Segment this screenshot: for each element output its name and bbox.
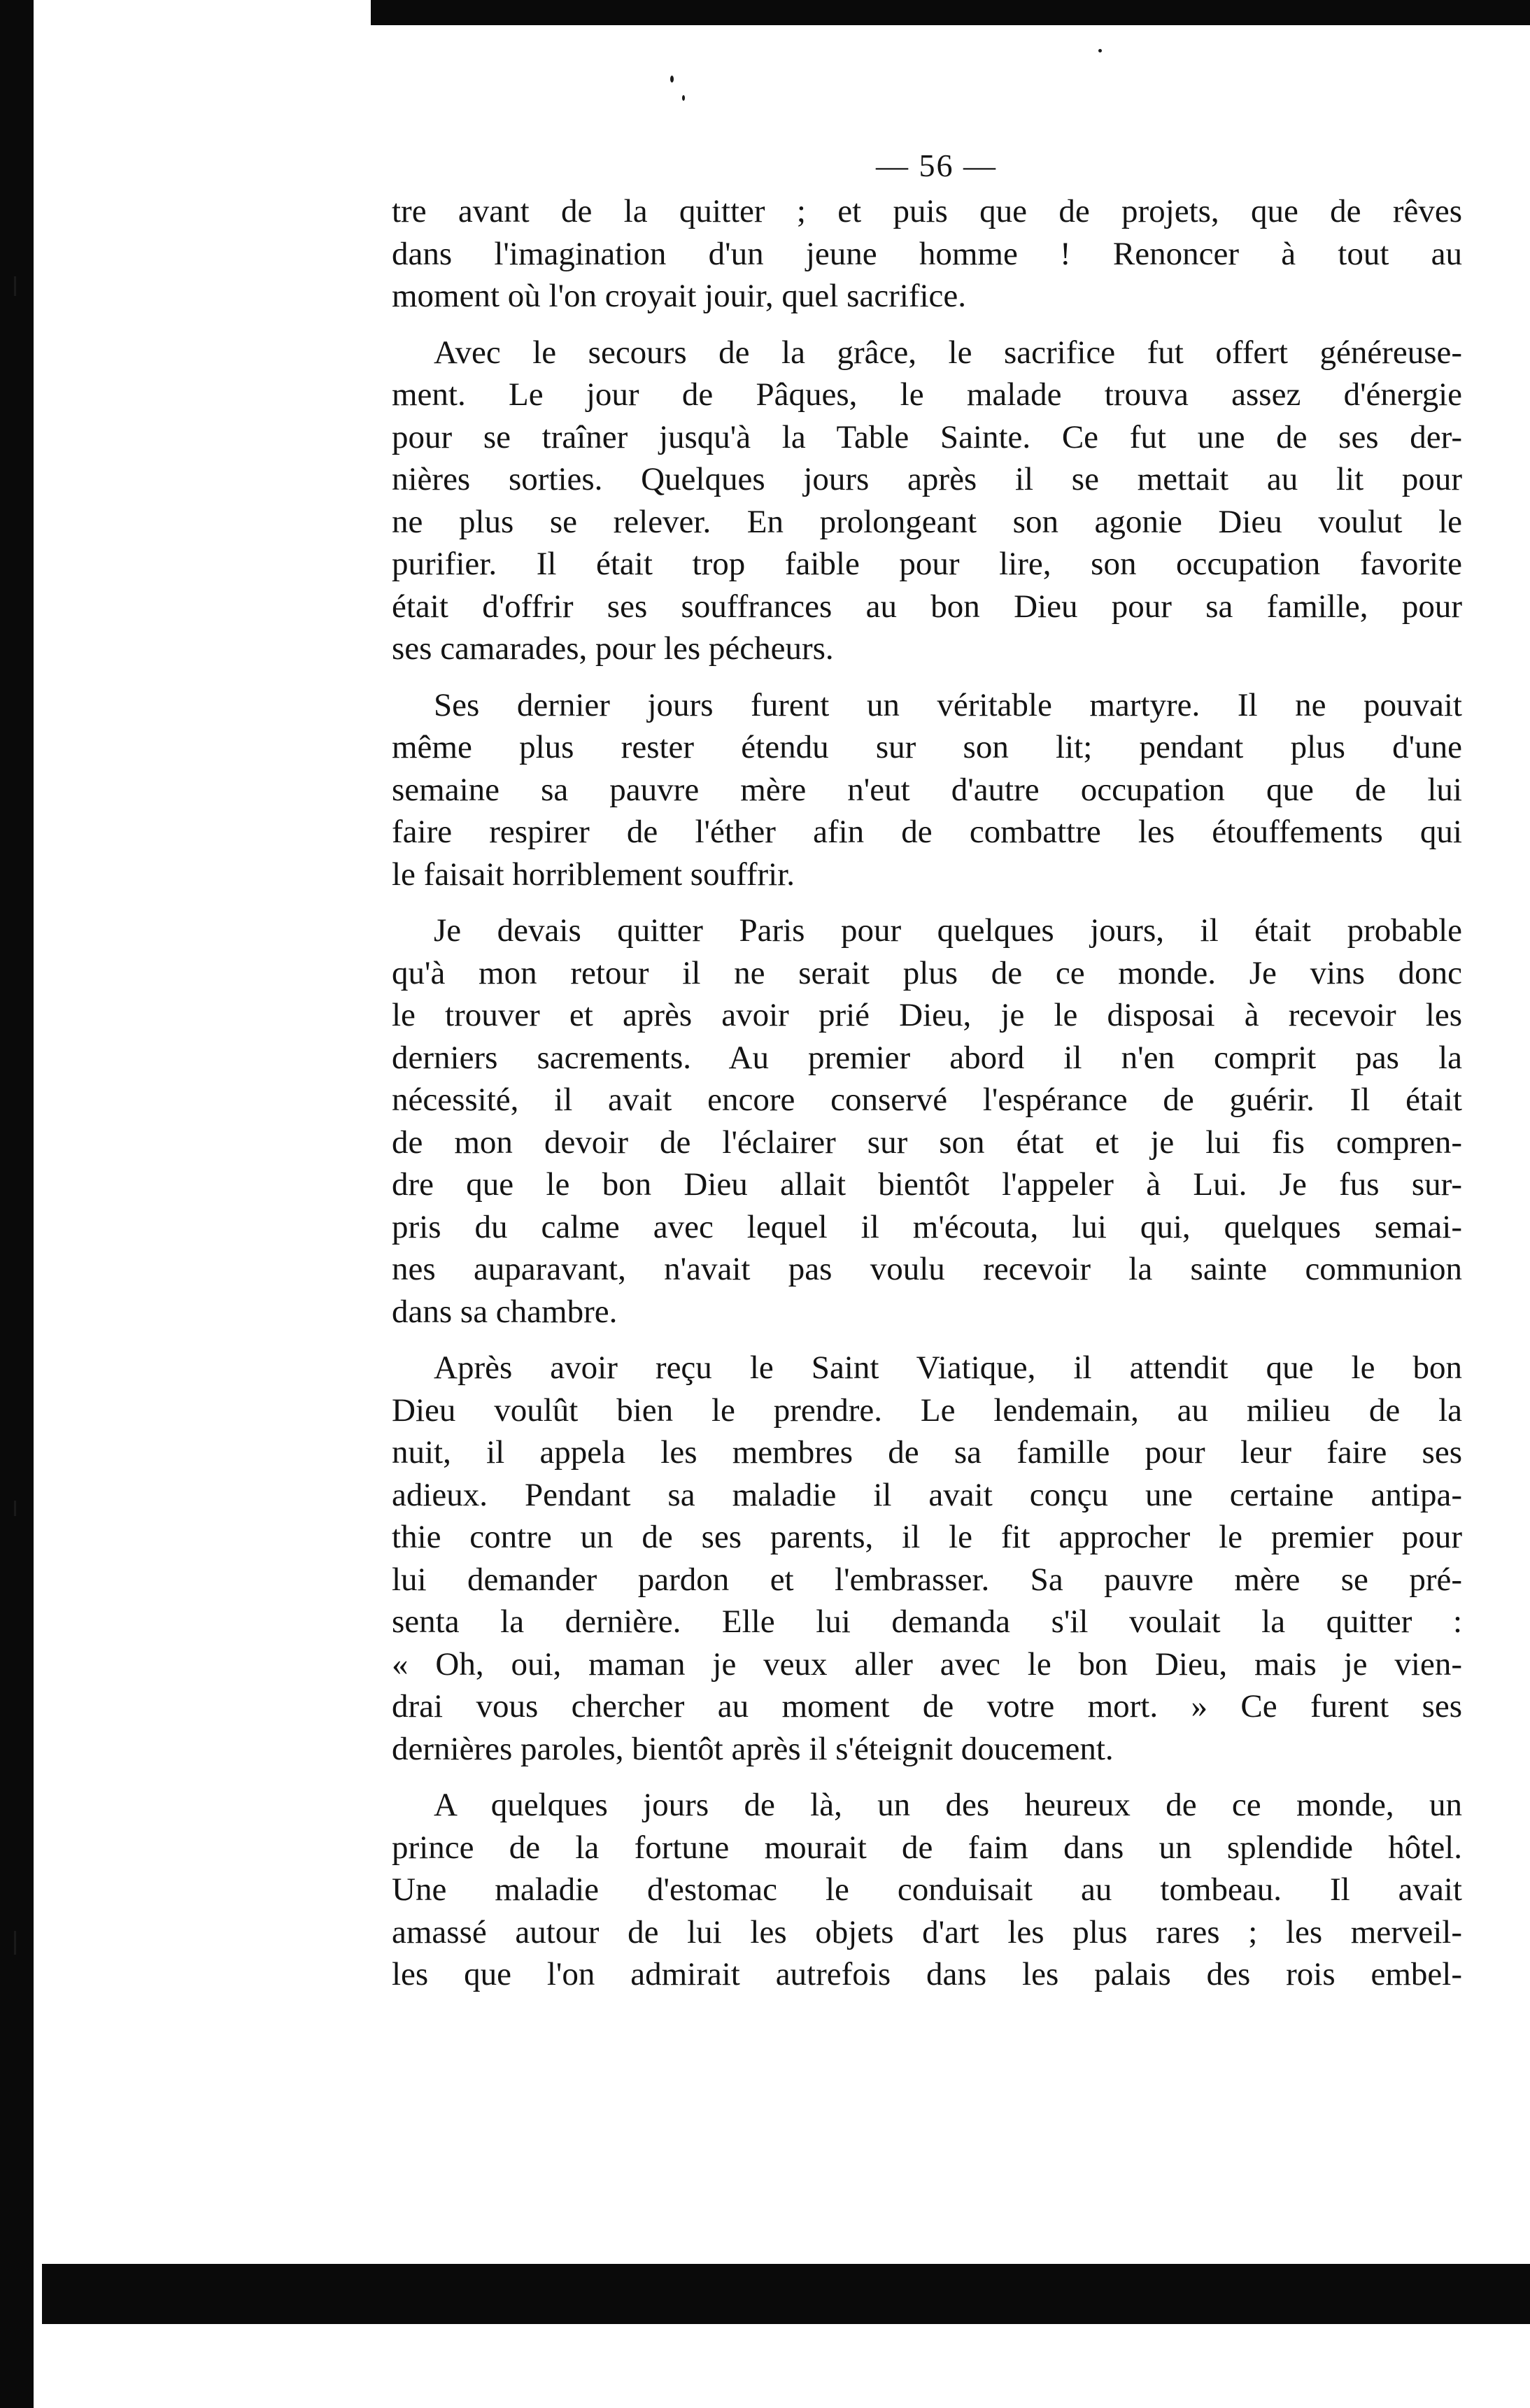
text-line: faire respirer de l'éther afin de combattre les étouffements qui (392, 814, 1462, 850)
text-line: nières sorties. Quelques jours après il se mettait au lit pour (392, 461, 1462, 497)
paragraph (392, 1784, 1462, 1996)
scan-speck (682, 95, 685, 101)
text-line: lui demander pardon et l'embrasser. Sa pauvre mère se pré- (392, 1561, 1462, 1598)
text-line: adieux. Pendant sa maladie il avait conçu une certaine antipa- (392, 1476, 1462, 1513)
text-line: qu'à mon retour il ne serait plus de ce monde. Je vins donc (392, 954, 1462, 991)
scan-bottom-border (42, 2264, 1530, 2324)
text-line: Je devais quitter Paris pour quelques jours, il était probable (434, 912, 1462, 949)
text-line: dernières paroles, bientôt après il s'éteignit doucement. (392, 1730, 1114, 1767)
text-line: purifier. Il était trop faible pour lire, son occupation favorite (392, 546, 1462, 582)
text-line: le trouver et après avoir prié Dieu, je le disposai à recevoir les (392, 997, 1462, 1033)
text-line: ne plus se relever. En prolongeant son agonie Dieu voulut le (392, 503, 1462, 540)
text-line: était d'offrir ses souffrances au bon Dieu pour sa famille, pour (392, 588, 1462, 625)
text-line: Dieu voulût bien le prendre. Le lendemain, au milieu de la (392, 1391, 1462, 1429)
text-line: « Oh, oui, maman je veux aller avec le bon Dieu, mais je vien- (392, 1645, 1462, 1683)
paragraph (392, 332, 1462, 670)
text-line: senta la dernière. Elle lui demanda s'il voulait la quitter : (392, 1603, 1462, 1640)
scan-top-border (371, 0, 1530, 25)
text-line: prince de la fortune mourait de faim dans un splendide hôtel. (392, 1829, 1462, 1866)
text-line: pris du calme avec lequel il m'écouta, lui qui, quelques semai- (392, 1208, 1462, 1245)
scan-left-border (0, 0, 34, 2408)
text-line: de mon devoir de l'éclairer sur son état et je lui fis compren- (392, 1124, 1462, 1161)
scan-margin-mark (14, 276, 16, 296)
text-line: nuit, il appela les membres de sa famille pour leur faire ses (392, 1434, 1462, 1471)
text-line: tre avant de la quitter ; et puis que de projets, que de rêves (392, 193, 1462, 229)
text-line: amassé autour de lui les objets d'art les plus rares ; les merveil- (392, 1913, 1462, 1950)
text-line: moment où l'on croyait jouir, quel sacrifice. (392, 278, 967, 314)
text-line: semaine sa pauvre mère n'eut d'autre occupation que de lui (392, 771, 1462, 808)
text-line: le faisait horriblement souffrir. (392, 856, 795, 893)
text-line: nécessité, il avait encore conservé l'espérance de guérir. Il était (392, 1082, 1462, 1118)
text-line: Après avoir reçu le Saint Viatique, il attendit que le bon (434, 1350, 1462, 1386)
text-line: Ses dernier jours furent un véritable martyre. Il ne pouvait (434, 686, 1462, 723)
page-number: — 56 — (876, 148, 997, 183)
text-line: thie contre un de ses parents, il le fit approcher le premier pour (392, 1519, 1462, 1555)
text-line: les que l'on admirait autrefois dans les palais des rois embel- (392, 1956, 1462, 1992)
paragraph (392, 1347, 1462, 1770)
text-line: dre que le bon Dieu allait bientôt l'appeler à Lui. Je fus sur- (392, 1166, 1462, 1203)
text-line: ses camarades, pour les pécheurs. (392, 630, 834, 667)
page-body-text (392, 190, 1462, 1996)
text-line: Une maladie d'estomac le conduisait au tombeau. Il avait (392, 1871, 1462, 1908)
text-line: ment. Le jour de Pâques, le malade trouva assez d'énergie (392, 376, 1462, 413)
text-line: dans sa chambre. (392, 1293, 618, 1330)
text-line: nes auparavant, n'avait pas voulu recevoir la sainte communion (392, 1251, 1462, 1287)
text-line: Avec le secours de la grâce, le sacrifice fut offert généreuse- (434, 334, 1462, 371)
text-line: pour se traîner jusqu'à la Table Sainte. Ce fut une de ses der- (392, 418, 1462, 455)
text-line: dans l'imagination d'un jeune homme ! Renoncer à tout au (392, 235, 1462, 272)
scan-speck (1098, 49, 1102, 52)
text-line: derniers sacrements. Au premier abord il n'en comprit pas la (392, 1039, 1462, 1076)
paragraph (392, 190, 1462, 318)
text-line: drai vous chercher au moment de votre mort. » Ce furent ses (392, 1688, 1462, 1724)
text-line: A quelques jours de là, un des heureux de ce monde, un (434, 1787, 1462, 1823)
scan-speck (670, 76, 674, 83)
paragraph (392, 684, 1462, 896)
paragraph (392, 909, 1462, 1333)
scan-margin-mark (14, 1501, 16, 1516)
text-line: même plus rester étendu sur son lit; pendant plus d'une (392, 729, 1462, 765)
scan-margin-mark (14, 1931, 16, 1955)
